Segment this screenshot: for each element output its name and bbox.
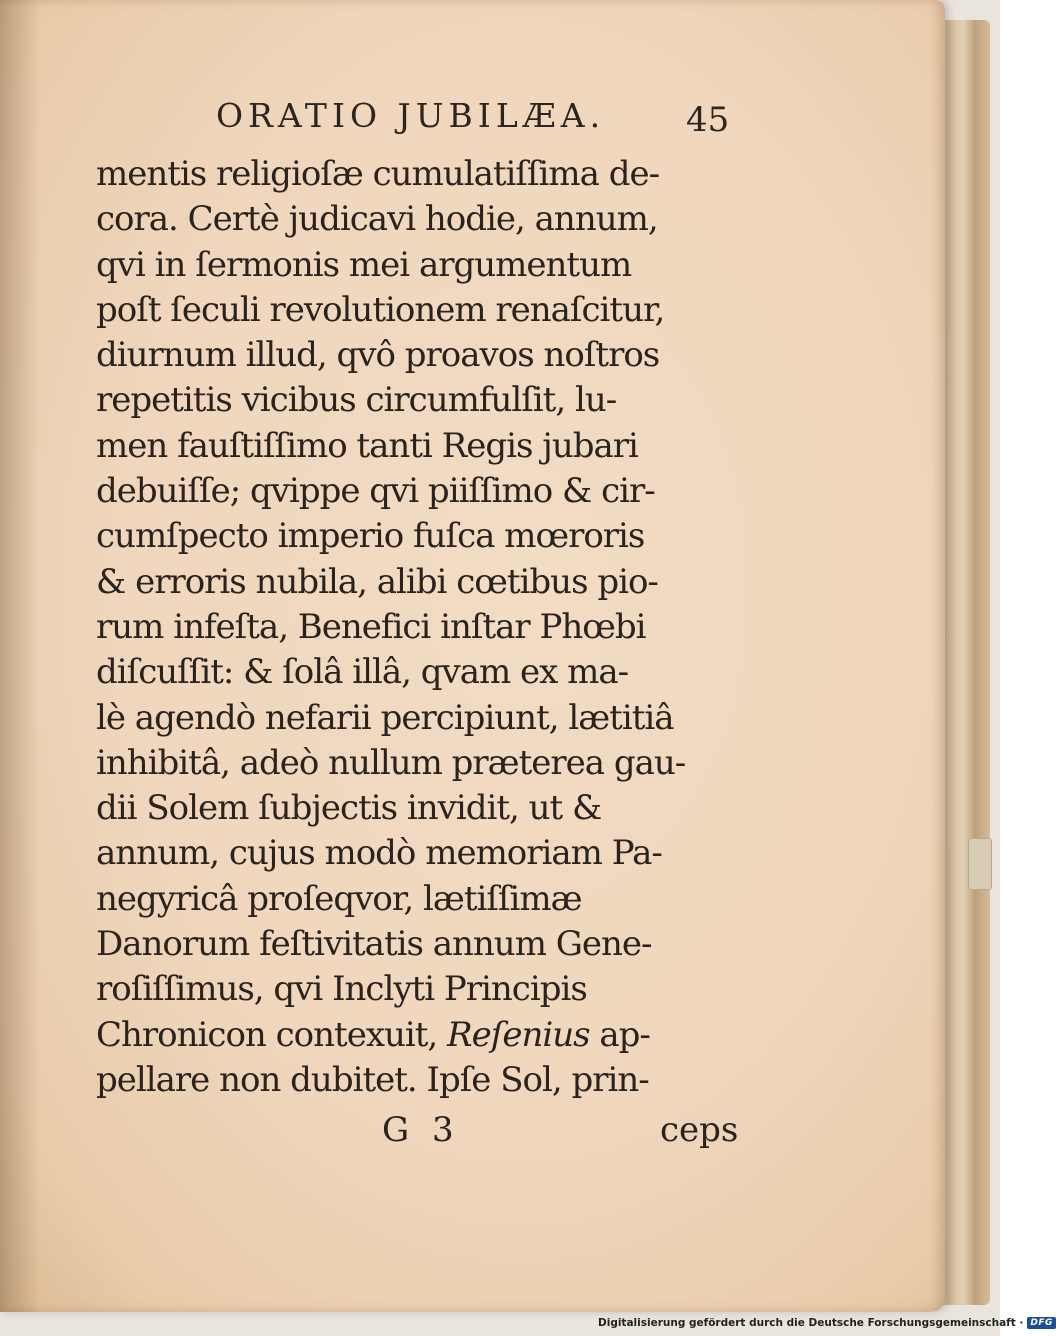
dfg-logo: DFG bbox=[1027, 1317, 1056, 1329]
text-line: cumſpecto imperio fuſca mœroris bbox=[96, 516, 645, 557]
running-head: ORATIO JUBILÆA. bbox=[216, 96, 606, 135]
text-line: debuiſſe; qvippe qvi piiſſimo & cir- bbox=[96, 471, 655, 512]
footer-credit-text: Digitalisierung gefördert durch die Deutsche Forschungsgemeinschaft · bbox=[598, 1317, 1024, 1329]
text-line: pellare non dubitet. Ipſe Sol, prin- bbox=[96, 1059, 649, 1100]
text-line: cora. Certè judicavi hodie, annum, bbox=[96, 199, 658, 240]
text-line: dii Solem ſubjectis invidit, ut & bbox=[96, 788, 602, 829]
page-tab-marker bbox=[968, 838, 992, 890]
italic-name-resenius: Reſenius bbox=[447, 1014, 590, 1055]
text-line: lè agendò nefarii percipiunt, lætitiâ bbox=[96, 697, 674, 738]
text-line: roſiſſimus, qvi Inclyti Principis bbox=[96, 969, 587, 1010]
page-gutter-shadow bbox=[0, 0, 40, 1312]
text-line: inhibitâ, adeò nullum præterea gau- bbox=[96, 742, 686, 783]
text-fragment: ap- bbox=[589, 1014, 650, 1055]
text-line: qvi in ſermonis mei argumentum bbox=[96, 244, 632, 285]
text-line: rum infeſta, Benefici inſtar Phœbi bbox=[96, 606, 646, 647]
text-line: diurnum illud, qvô proavos noſtros bbox=[96, 335, 660, 376]
page-number: 45 bbox=[686, 100, 730, 140]
catchword: ceps bbox=[660, 1110, 739, 1150]
text-line bbox=[96, 1013, 746, 1058]
text-line: & erroris nubila, alibi cœtibus pio- bbox=[96, 561, 658, 602]
text-line: diſcuſſit: & ſolâ illâ, qvam ex ma- bbox=[96, 652, 629, 693]
body-text bbox=[96, 152, 746, 1103]
text-line: negyricâ proſeqvor, lætiſſimæ bbox=[96, 878, 582, 919]
text-line: men fauſtiſſimo tanti Regis jubari bbox=[96, 425, 638, 466]
text-fragment: Chronicon contexuit, bbox=[96, 1014, 448, 1055]
text-line: repetitis vicibus circumfulſit, lu- bbox=[96, 380, 617, 421]
footer-credit-banner bbox=[598, 1313, 1056, 1333]
text-line: Danorum feſtivitatis annum Gene- bbox=[96, 924, 652, 965]
signature-mark: G 3 bbox=[382, 1110, 460, 1150]
text-line: annum, cujus modò memoriam Pa- bbox=[96, 833, 662, 874]
text-line: poſt ſeculi revolutionem renaſcitur, bbox=[96, 289, 665, 330]
text-line: mentis religioſæ cumulatiſſima de- bbox=[96, 154, 660, 194]
